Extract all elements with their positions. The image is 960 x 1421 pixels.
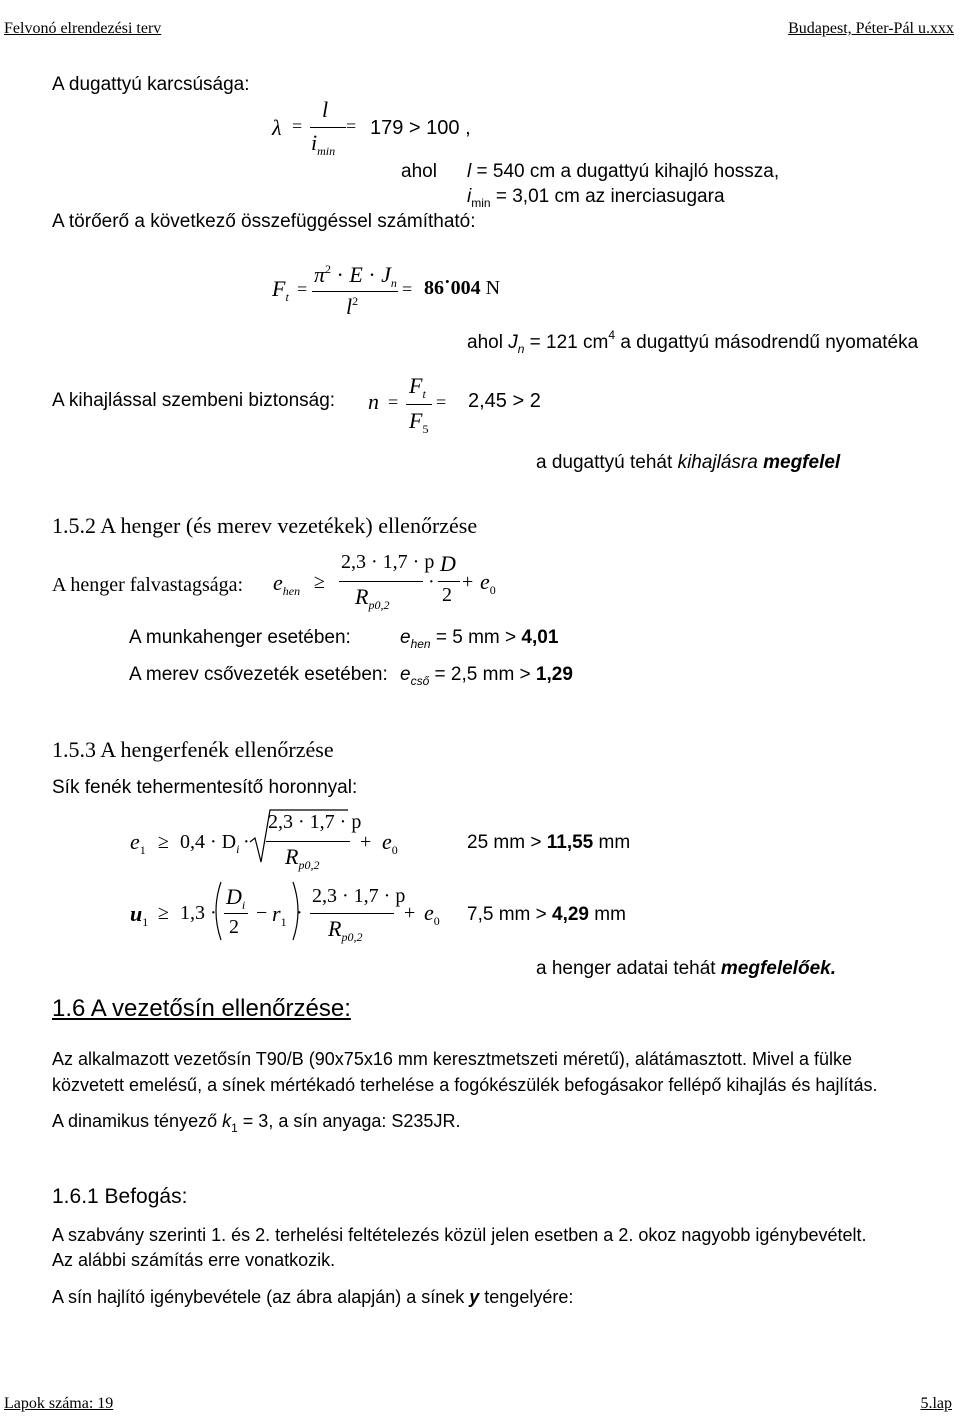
fraction-denominator: $R_{p0,2}$ xyxy=(328,916,363,944)
equals-sign: = xyxy=(388,392,399,412)
equals-sign: = xyxy=(292,116,303,136)
rigid-pipe-label: A merev csővezeték esetében: xyxy=(129,664,388,685)
equals-sign: = xyxy=(436,392,447,412)
radius-symbol: $r_1$ xyxy=(272,901,287,929)
fraction-numerator: 2,3 · 1,7 · p xyxy=(341,551,435,573)
fraction-bar xyxy=(266,841,350,842)
header-location: Budapest, Péter-Pál u.xxx xyxy=(788,20,954,37)
radius-definition: $i_{min} = 3,01$ cm az inerciasugara xyxy=(467,186,725,210)
cylinder-conclusion: a henger adatai tehát megfelelőek. xyxy=(536,958,836,979)
diameter-symbol: D xyxy=(440,551,456,576)
multiply-dot: · xyxy=(243,831,250,853)
greater-equal-sign: ≥ xyxy=(314,571,325,593)
fraction-bar xyxy=(339,581,423,582)
bottom-thickness-symbol: $e_1$ xyxy=(130,829,146,857)
fraction-denominator: $R_{p0,2}$ xyxy=(285,844,320,872)
allowance-symbol: $e_0$ xyxy=(480,569,496,597)
footer-page-count: Lapok száma: 19 xyxy=(4,1395,114,1412)
breaking-force-value: 86˙004 N xyxy=(424,277,501,299)
working-cylinder-label: A munkahenger esetében: xyxy=(129,627,351,648)
safety-result: 2,45 > 2 xyxy=(468,390,541,412)
lambda-symbol: λ xyxy=(272,115,282,140)
working-cylinder-value: $e_{hen} = 5$ mm > 4,01 xyxy=(400,627,559,651)
length-definition: l = 540 cm a dugattyú kihajló hossza, xyxy=(467,161,780,182)
multiply-dot: · xyxy=(296,902,303,924)
allowance-symbol: $e_0$ xyxy=(382,829,398,857)
section-heading: 1.5.2 A henger (és merev vezetékek) ellenőrzése xyxy=(52,513,478,538)
section-heading: 1.5.3 A hengerfenék ellenőrzése xyxy=(52,737,334,762)
fraction-numerator: l xyxy=(322,97,329,122)
fraction-denominator: $F_5$ xyxy=(409,408,429,436)
safety-label: A kihajlással szembeni biztonság: xyxy=(52,390,336,411)
equals-sign: = xyxy=(346,116,357,136)
fraction-numerator: 2,3 · 1,7 · p xyxy=(268,811,362,833)
fraction-bar xyxy=(438,581,460,582)
greater-equal-sign: ≥ xyxy=(158,831,169,853)
equals-sign: = xyxy=(297,279,308,299)
section-heading: 1.6.1 Befogás: xyxy=(52,1185,188,1208)
thickness-symbol: $e_{hen}$ xyxy=(273,570,301,598)
minus-sign: − xyxy=(256,902,268,924)
paragraph-line: közvetett emelésű, a sínek mértékadó terhelése a fogókészülék befogásakor fellépő kihajlás és hajlítás. xyxy=(52,1075,878,1095)
allowance-symbol: $e_0$ xyxy=(424,900,440,928)
paragraph-line: Az alábbi számítás erre vonatkozik. xyxy=(52,1250,336,1270)
groove-depth-result: 7,5 mm > 4,29 mm xyxy=(467,904,626,925)
fraction-bar xyxy=(310,127,346,128)
safety-conclusion: a dugattyú tehát kihajlásra megfelel xyxy=(536,452,841,473)
flat-bottom-label: Sík fenék tehermentesítő horonnyal: xyxy=(52,777,358,798)
greater-equal-sign: ≥ xyxy=(158,902,169,924)
fraction-denominator: $i_{min}$ xyxy=(311,130,336,158)
fraction-bar xyxy=(406,404,432,405)
coefficient-term: $0,4 \cdot D_i$ xyxy=(180,831,240,856)
fraction-denominator: 2 xyxy=(229,916,239,938)
fraction-denominator: $R_{p0,2}$ xyxy=(355,584,390,612)
safety-factor-symbol: n xyxy=(368,389,379,414)
fraction-denominator: 2 xyxy=(442,584,452,606)
paragraph-line: A szabvány szerinti 1. és 2. terhelési feltételezés közül jelen esetben a 2. okoz nagyobb igénybevételt. xyxy=(52,1225,867,1245)
header-title: Felvonó elrendezési terv xyxy=(4,20,162,37)
fraction-bar xyxy=(310,913,394,914)
section-heading: 1.6 A vezetősín ellenőrzése: xyxy=(52,995,351,1022)
multiply-dot: · xyxy=(428,571,435,593)
fraction-denominator: $l^2$ xyxy=(346,294,359,319)
slenderness-result: 179 > 100 , xyxy=(370,117,471,139)
fraction-numerator: $\pi^2 \cdot E \cdot J_n$ xyxy=(314,262,397,290)
inner-diameter-symbol: $D_i$ xyxy=(226,884,246,912)
moment-definition: ahol $J_n = 121$ $cm^4$ a dugattyú másodrendű nyomatéka xyxy=(467,328,919,356)
fraction-bar xyxy=(312,291,398,292)
equals-sign: = xyxy=(402,279,413,299)
fraction-numerator: 2,3 · 1,7 · p xyxy=(312,885,406,907)
bottom-thickness-result: 25 mm > 11,55 mm xyxy=(467,832,631,853)
plus-sign: + xyxy=(462,571,474,593)
breaking-force-label: A törőerő a következő összefüggéssel számítható: xyxy=(52,211,476,232)
plus-sign: + xyxy=(360,831,372,853)
paragraph-line: A sín hajlító igénybevétele (az ábra alapján) a sínek y tengelyére: xyxy=(52,1287,574,1307)
footer-page-number: 5.lap xyxy=(920,1395,952,1412)
rigid-pipe-value: $e_{cső} = 2,5$ mm > 1,29 xyxy=(400,664,573,688)
plus-sign: + xyxy=(404,902,416,924)
fraction-numerator: $F_t$ xyxy=(409,373,426,401)
slenderness-label: A dugattyú karcsúsága: xyxy=(52,74,250,95)
paragraph-line: A dinamikus tényező $k_1 = 3$, a sín anyaga: S235JR. xyxy=(52,1111,461,1135)
coefficient-term: 1,3 · xyxy=(180,902,217,924)
paragraph-line: Az alkalmazott vezetősín T90/B (90x75x16 mm keresztmetszeti méretű), alátámasztott. Mivel a fülke xyxy=(52,1049,852,1069)
ahol-label: ahol xyxy=(401,161,437,182)
fraction-bar xyxy=(224,913,248,914)
wall-thickness-label: A henger falvastagsága: xyxy=(52,574,244,596)
force-symbol: $F_t$ xyxy=(272,276,289,304)
groove-depth-symbol: $u_1$ xyxy=(130,901,149,929)
